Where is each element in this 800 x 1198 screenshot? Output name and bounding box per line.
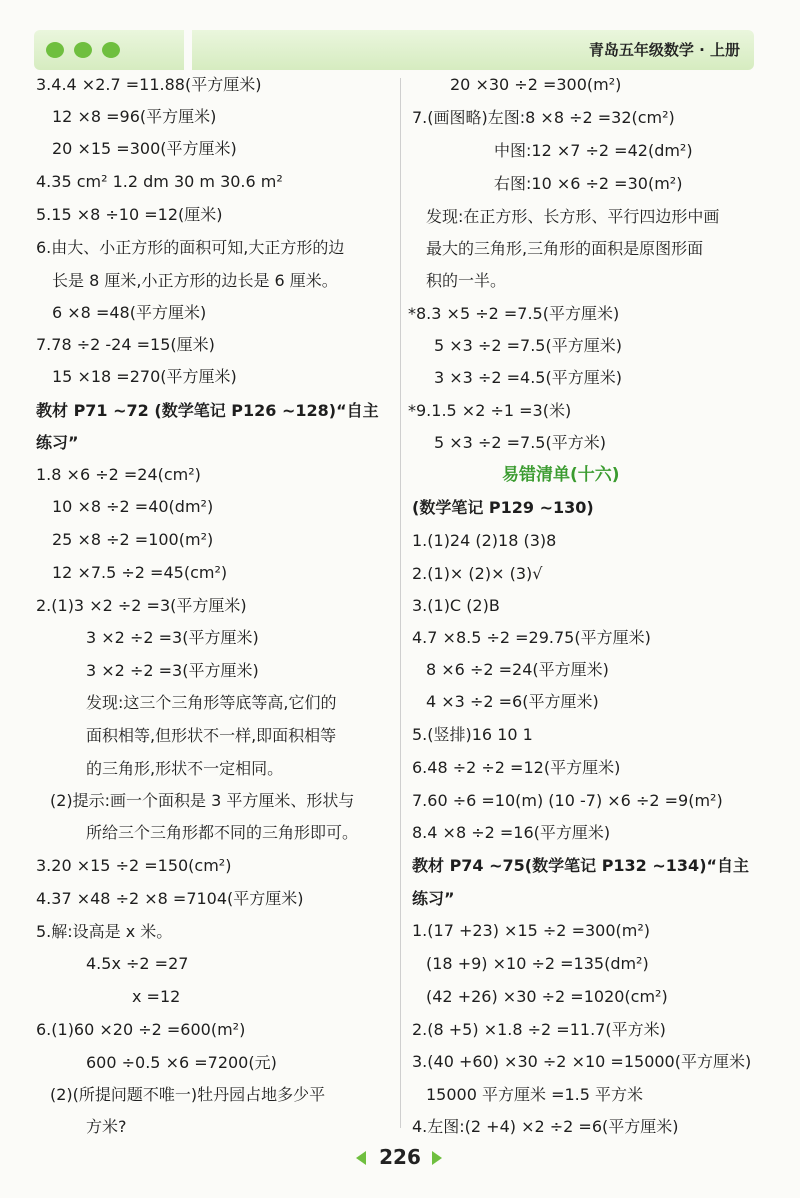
- answer-line: 15 ×18 =270(平方厘米): [52, 367, 237, 386]
- answer-line: 6.48 ÷2 ÷2 =12(平方厘米): [412, 758, 621, 777]
- answer-line: 5.解:设高是 x 米。: [36, 922, 173, 941]
- answer-line: 20 ×15 =300(平方厘米): [52, 139, 237, 158]
- answer-line: 7.(画图略)左图:8 ×8 ÷2 =32(cm²): [412, 108, 675, 127]
- answer-line: 8.4 ×8 ÷2 =16(平方厘米): [412, 823, 611, 842]
- answer-line: 3.(40 +60) ×30 ÷2 ×10 =15000(平方厘米): [412, 1052, 752, 1071]
- answer-line: (2)(所提问题不唯一)牡丹园占地多少平: [50, 1085, 326, 1104]
- answer-line: 10 ×8 ÷2 =40(dm²): [52, 497, 214, 516]
- answer-line: (42 +26) ×30 ÷2 =1020(cm²): [426, 987, 668, 1006]
- triangle-right-icon: [432, 1151, 442, 1165]
- answer-line: 3 ×2 ÷2 =3(平方厘米): [86, 661, 259, 680]
- page-header: [34, 30, 754, 70]
- answer-line: 12 ×7.5 ÷2 =45(cm²): [52, 563, 228, 582]
- green-dot-icon: [46, 42, 64, 58]
- answer-line: 20 ×30 ÷2 =300(m²): [450, 75, 622, 94]
- answer-line: 6.由大、小正方形的面积可知,大正方形的边: [36, 238, 345, 257]
- column-divider: [400, 78, 401, 1128]
- answer-line: 所给三个三角形都不同的三角形即可。: [86, 823, 359, 842]
- answer-line: 4.5x ÷2 =27: [86, 954, 189, 973]
- page-number: 226: [379, 1145, 421, 1169]
- answer-line: 4.7 ×8.5 ÷2 =29.75(平方厘米): [412, 628, 651, 647]
- answer-line: 5.(竖排)16 10 1: [412, 725, 533, 744]
- answer-line: 6 ×8 =48(平方厘米): [52, 303, 207, 322]
- header-banner: [192, 30, 754, 70]
- answer-line: 1.8 ×6 ÷2 =24(cm²): [36, 465, 201, 484]
- header-decoration: [34, 30, 184, 70]
- answer-line: 最大的三角形,三角形的面积是原图形面: [426, 239, 704, 258]
- answer-line: 6.(1)60 ×20 ÷2 =600(m²): [36, 1020, 246, 1039]
- page-footer: [0, 1142, 800, 1172]
- answer-line: 发现:在正方形、长方形、平行四边形中画: [426, 207, 720, 226]
- answer-line: 4.左图:(2 +4) ×2 ÷2 =6(平方厘米): [412, 1117, 679, 1136]
- answer-line: 7.78 ÷2 -24 =15(厘米): [36, 335, 215, 354]
- answer-line: 25 ×8 ÷2 =100(m²): [52, 530, 214, 549]
- section-title: 易错清单(十六): [502, 465, 620, 485]
- answer-line: 方米?: [86, 1117, 127, 1136]
- answer-line: 2.(1)× (2)× (3)√: [412, 564, 543, 583]
- answer-line: 面积相等,但形状不一样,即面积相等: [86, 726, 337, 745]
- answer-line: 12 ×8 =96(平方厘米): [52, 107, 217, 126]
- answer-line: 3 ×3 ÷2 =4.5(平方厘米): [434, 368, 622, 387]
- answer-line: 发现:这三个三角形等底等高,它们的: [86, 693, 337, 712]
- answer-line: 1.(1)24 (2)18 (3)8: [412, 531, 557, 550]
- answer-line: 5.15 ×8 ÷10 =12(厘米): [36, 205, 223, 224]
- answer-line: 长是 8 厘米,小正方形的边长是 6 厘米。: [52, 271, 338, 290]
- book-title: 青岛五年级数学 · 上册: [588, 41, 740, 59]
- answer-line: 4 ×3 ÷2 =6(平方厘米): [426, 692, 599, 711]
- answer-line: (数学笔记 P129 ~130): [412, 498, 594, 517]
- answer-line: 2.(8 +5) ×1.8 ÷2 =11.7(平方米): [412, 1020, 666, 1039]
- green-dot-icon: [74, 42, 92, 58]
- answer-line: 的三角形,形状不一定相同。: [86, 759, 284, 778]
- answer-line: 练习”: [412, 889, 455, 908]
- answer-line: 5 ×3 ÷2 =7.5(平方米): [434, 433, 606, 452]
- answer-line: 8 ×6 ÷2 =24(平方厘米): [426, 660, 609, 679]
- answer-line: 4.35 cm² 1.2 dm 30 m 30.6 m²: [36, 172, 283, 191]
- answer-line: 5 ×3 ÷2 =7.5(平方厘米): [434, 336, 622, 355]
- answer-line: *9.1.5 ×2 ÷1 =3(米): [408, 401, 572, 420]
- answer-line: 600 ÷0.5 ×6 =7200(元): [86, 1053, 277, 1072]
- green-dot-icon: [102, 42, 120, 58]
- answer-line: 1.(17 +23) ×15 ÷2 =300(m²): [412, 921, 650, 940]
- answer-line: x =12: [132, 987, 181, 1006]
- answer-line: 7.60 ÷6 =10(m) (10 -7) ×6 ÷2 =9(m²): [412, 791, 723, 810]
- triangle-left-icon: [356, 1151, 366, 1165]
- answer-line: 4.37 ×48 ÷2 ×8 =7104(平方厘米): [36, 889, 304, 908]
- answer-line: 练习”: [36, 433, 79, 452]
- answer-line: 3.4.4 ×2.7 =11.88(平方厘米): [36, 75, 262, 94]
- answer-line: 3 ×2 ÷2 =3(平方厘米): [86, 628, 259, 647]
- answer-line: 15000 平方厘米 =1.5 平方米: [426, 1085, 644, 1104]
- answer-line: 3.20 ×15 ÷2 =150(cm²): [36, 856, 232, 875]
- answer-line: 右图:10 ×6 ÷2 =30(m²): [494, 174, 683, 193]
- answer-line: 教材 P74 ~75(数学笔记 P132 ~134)“自主: [412, 856, 750, 875]
- answer-line: *8.3 ×5 ÷2 =7.5(平方厘米): [408, 304, 620, 323]
- answer-line: (2)提示:画一个面积是 3 平方厘米、形状与: [50, 791, 355, 810]
- answer-line: (18 +9) ×10 ÷2 =135(dm²): [426, 954, 649, 973]
- answer-line: 中图:12 ×7 ÷2 =42(dm²): [494, 141, 693, 160]
- answer-line: 3.(1)C (2)B: [412, 596, 500, 615]
- answer-line: 积的一半。: [426, 271, 507, 290]
- answer-line: 教材 P71 ~72 (数学笔记 P126 ~128)“自主: [36, 401, 379, 420]
- answer-line: 2.(1)3 ×2 ÷2 =3(平方厘米): [36, 596, 247, 615]
